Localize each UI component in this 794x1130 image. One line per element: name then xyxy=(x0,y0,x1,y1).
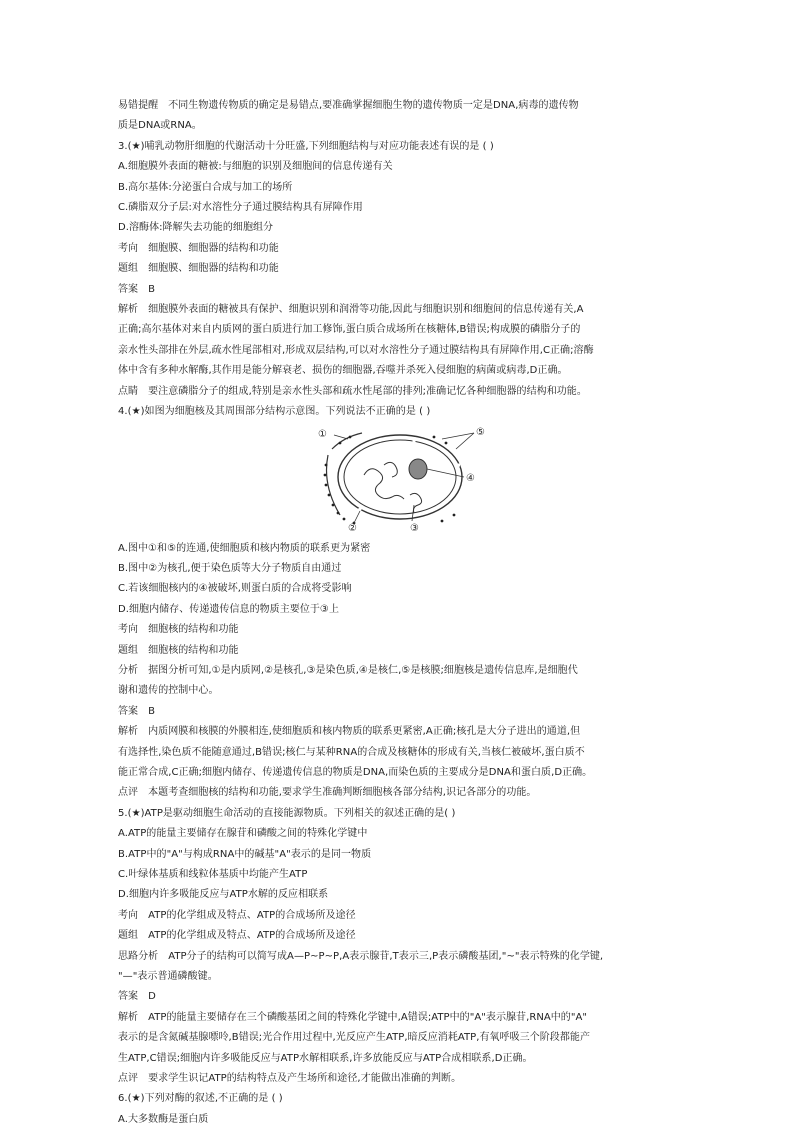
line-text: 细胞膜、细胞器的结构和功能 xyxy=(148,243,279,254)
text-line xyxy=(118,681,688,701)
text-line xyxy=(118,600,688,620)
line-text: 4.(★)如图为细胞核及其周围部分结构示意图。下列说法不正确的是 ( ) xyxy=(118,406,430,417)
line-text: A.大多数酶是蛋白质 xyxy=(118,1114,208,1125)
label-4: ④ xyxy=(466,473,475,484)
nucleus-diagram xyxy=(118,425,688,535)
text-line xyxy=(118,178,688,198)
line-text: ATP的化学组成及特点、ATP的合成场所及途径 xyxy=(148,930,356,941)
text-block-bottom xyxy=(118,539,688,1130)
section-label: 题组 xyxy=(118,259,138,279)
label-2: ② xyxy=(348,523,357,533)
line-text: D.溶酶体:降解失去功能的细胞组分 xyxy=(118,222,273,233)
text-line xyxy=(118,259,688,279)
text-line xyxy=(118,702,688,722)
text-line xyxy=(118,865,688,885)
document-page xyxy=(118,96,688,1130)
text-line xyxy=(118,300,688,320)
line-text: ATP分子的结构可以简写成A—P~P~P,A表示腺苷,T表示三,P表示磷酸基团,"~"表示特殊的化学键, xyxy=(168,951,603,962)
line-text: A.细胞膜外表面的糖被:与细胞的识别及细胞间的信息传递有关 xyxy=(118,161,393,172)
line-text: 细胞膜外表面的糖被具有保护、细胞识别和润滑等功能,因此与细胞识别和细胞间的信息传递有关,A xyxy=(148,304,583,315)
line-text: B xyxy=(148,284,155,295)
nucleus-illustration xyxy=(314,425,494,533)
text-line xyxy=(118,804,688,824)
line-text: C.若该细胞核内的④被破坏,则蛋白质的合成将受影响 xyxy=(118,583,352,594)
text-line xyxy=(118,239,688,259)
line-text: 据图分析可知,①是内质网,②是核孔,③是染色质,④是核仁,⑤是核膜;细胞核是遗传信息库,是细胞代 xyxy=(148,665,578,676)
section-label: 分析 xyxy=(118,661,138,681)
text-line xyxy=(118,320,688,340)
text-line xyxy=(118,824,688,844)
text-line xyxy=(118,157,688,177)
line-text: 5.(★)ATP是驱动细胞生命活动的直接能源物质。下列相关的叙述正确的是( ) xyxy=(118,808,455,819)
line-text: ATP的化学组成及特点、ATP的合成场所及途径 xyxy=(148,910,356,921)
text-line xyxy=(118,967,688,987)
text-line xyxy=(118,218,688,238)
text-block-top xyxy=(118,96,688,423)
line-text: B.图中②为核孔,便于染色质等大分子物质自由通过 xyxy=(118,563,341,574)
line-text: 细胞核的结构和功能 xyxy=(148,645,238,656)
line-text: 表示的是含氮碱基腺嘌呤,B错误;光合作用过程中,光反应产生ATP,暗反应消耗ATP,有氧呼吸三个阶段都能产 xyxy=(118,1032,590,1043)
text-line xyxy=(118,559,688,579)
line-text: D.细胞内储存、传递遗传信息的物质主要位于③上 xyxy=(118,604,339,615)
line-text: B.ATP中的"A"与构成RNA中的碱基"A"表示的是同一物质 xyxy=(118,849,371,860)
line-text: 有选择性,染色质不能随意通过,B错误;核仁与某种RNA的合成及核糖体的形成有关,当核仁被破坏,蛋白质不 xyxy=(118,747,585,758)
line-text: 质是DNA或RNA。 xyxy=(118,120,202,131)
line-text: 要注意磷脂分子的组成,特别是亲水性头部和疏水性尾部的排列;准确记忆各种细胞器的结构和功能。 xyxy=(148,386,587,397)
text-line xyxy=(118,382,688,402)
text-line xyxy=(118,722,688,742)
line-text: 生ATP,C错误;细胞内许多吸能反应与ATP水解相联系,许多放能反应与ATP合成相联系,D正确。 xyxy=(118,1053,533,1064)
label-1: ① xyxy=(318,429,327,440)
line-text: A.ATP的能量主要储存在腺苷和磷酸之间的特殊化学键中 xyxy=(118,828,367,839)
text-line xyxy=(118,1028,688,1048)
text-line xyxy=(118,906,688,926)
section-label: 答案 xyxy=(118,280,138,300)
line-text: 谢和遗传的控制中心。 xyxy=(118,685,219,696)
section-label: 答案 xyxy=(118,702,138,722)
line-text: C.叶绿体基质和线粒体基质中均能产生ATP xyxy=(118,869,307,880)
text-line xyxy=(118,579,688,599)
line-text: 细胞核的结构和功能 xyxy=(148,624,238,635)
text-line xyxy=(118,845,688,865)
line-text: B.高尔基体:分泌蛋白合成与加工的场所 xyxy=(118,182,292,193)
section-label: 易错提醒 xyxy=(118,96,158,116)
text-line xyxy=(118,341,688,361)
text-line xyxy=(118,620,688,640)
text-line xyxy=(118,947,688,967)
text-line xyxy=(118,280,688,300)
line-text: ATP的能量主要储存在三个磷酸基团之间的特殊化学键中,A错误;ATP中的"A"表示腺苷,RNA中的"A" xyxy=(148,1012,587,1023)
section-label: 考向 xyxy=(118,239,138,259)
text-line xyxy=(118,1069,688,1089)
text-line xyxy=(118,763,688,783)
section-label: 考向 xyxy=(118,906,138,926)
text-line xyxy=(118,1089,688,1109)
line-text: 亲水性头部排在外层,疏水性尾部相对,形成双层结构,可以对水溶性分子通过膜结构具有屏障作用,C正确;溶酶 xyxy=(118,345,594,356)
line-text: 不同生物遗传物质的确定是易错点,要准确掌握细胞生物的遗传物质一定是DNA,病毒的遗传物 xyxy=(168,100,579,111)
text-line xyxy=(118,137,688,157)
text-line xyxy=(118,198,688,218)
label-5: ⑤ xyxy=(476,427,485,438)
text-line xyxy=(118,885,688,905)
text-line xyxy=(118,361,688,381)
text-line xyxy=(118,641,688,661)
text-line xyxy=(118,96,688,116)
line-text: C.磷脂双分子层:对水溶性分子通过膜结构具有屏障作用 xyxy=(118,202,363,213)
text-line xyxy=(118,1008,688,1028)
line-text: 内质网膜和核膜的外膜相连,使细胞质和核内物质的联系更紧密,A正确;核孔是大分子进出的通道,但 xyxy=(148,726,580,737)
text-line xyxy=(118,783,688,803)
line-text: B xyxy=(148,706,155,717)
section-label: 解析 xyxy=(118,1008,138,1028)
text-line xyxy=(118,1110,688,1130)
text-line xyxy=(118,1049,688,1069)
section-label: 题组 xyxy=(118,641,138,661)
text-line xyxy=(118,987,688,1007)
line-text: "—"表示普通磷酸键。 xyxy=(118,971,218,982)
line-text: 正确;高尔基体对来自内质网的蛋白质进行加工修饰,蛋白质合成场所在核糖体,B错误;构成膜的磷脂分子的 xyxy=(118,324,580,335)
text-line xyxy=(118,661,688,681)
section-label: 答案 xyxy=(118,987,138,1007)
section-label: 点睛 xyxy=(118,382,138,402)
line-text: 6.(★)下列对酶的叙述,不正确的是 ( ) xyxy=(118,1093,283,1104)
section-label: 点评 xyxy=(118,1069,138,1089)
line-text: 本题考查细胞核的结构和功能,要求学生准确判断细胞核各部分结构,识记各部分的功能。 xyxy=(148,787,536,798)
line-text: D xyxy=(148,991,156,1002)
line-text: D.细胞内许多吸能反应与ATP水解的反应相联系 xyxy=(118,889,328,900)
line-text: 要求学生识记ATP的结构特点及产生场所和途径,才能做出准确的判断。 xyxy=(148,1073,461,1084)
text-line xyxy=(118,539,688,559)
section-label: 解析 xyxy=(118,722,138,742)
line-text: 能正常合成,C正确;细胞内储存、传递遗传信息的物质是DNA,而染色质的主要成分是DNA和蛋白质,D正确。 xyxy=(118,767,592,778)
line-text: 3.(★)哺乳动物肝细胞的代谢活动十分旺盛,下列细胞结构与对应功能表述有误的是 ( ) xyxy=(118,141,494,152)
line-text: 体中含有多种水解酶,其作用是能分解衰老、损伤的细胞器,吞噬并杀死入侵细胞的病菌或病毒,D正确。 xyxy=(118,365,568,376)
section-label: 思路分析 xyxy=(118,947,158,967)
text-line xyxy=(118,743,688,763)
text-line xyxy=(118,402,688,422)
section-label: 点评 xyxy=(118,783,138,803)
text-line xyxy=(118,116,688,136)
text-line xyxy=(118,926,688,946)
section-label: 解析 xyxy=(118,300,138,320)
line-text: A.图中①和⑤的连通,使细胞质和核内物质的联系更为紧密 xyxy=(118,543,370,554)
section-label: 考向 xyxy=(118,620,138,640)
section-label: 题组 xyxy=(118,926,138,946)
label-3: ③ xyxy=(410,523,419,533)
line-text: 细胞膜、细胞器的结构和功能 xyxy=(148,263,279,274)
